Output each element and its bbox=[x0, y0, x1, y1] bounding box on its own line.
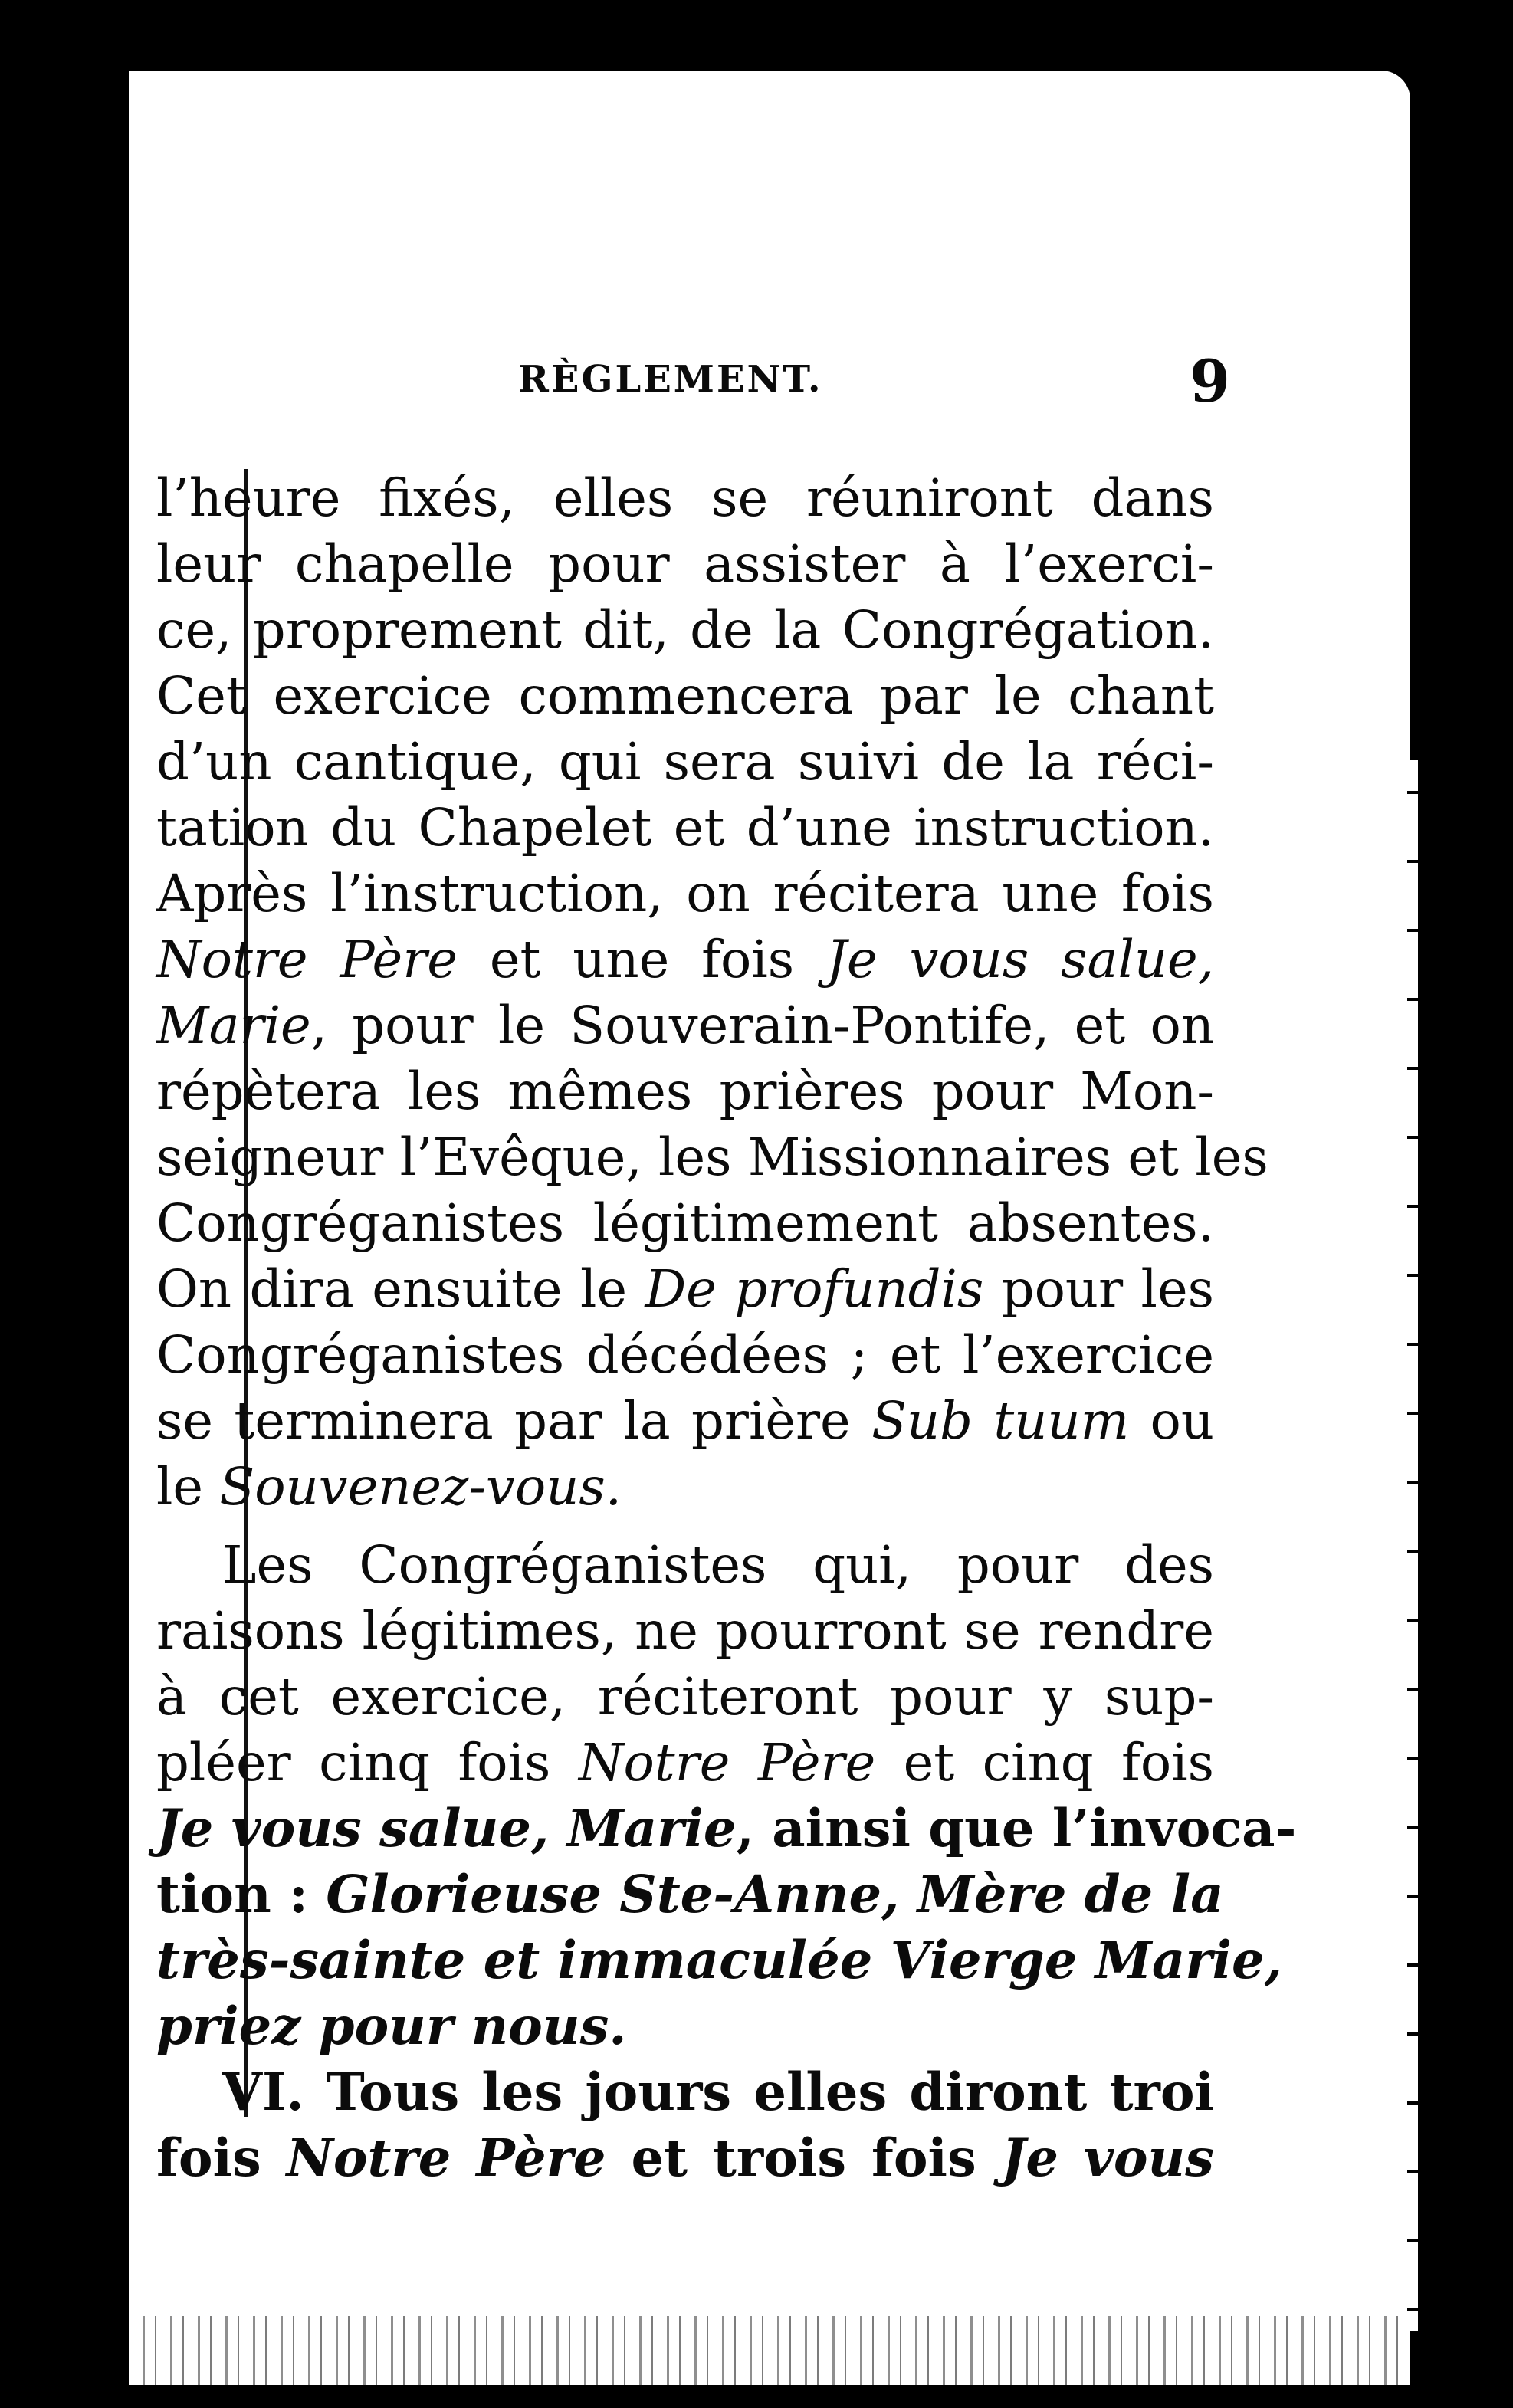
text-line: Marie, pour le Souverain-Pontife, et on bbox=[156, 996, 1214, 1055]
text-line: leur chapelle pour assister à l’exerci- bbox=[156, 534, 1214, 594]
text-line: On dira ensuite le De profundis pour les bbox=[156, 1259, 1214, 1319]
text-line: VI. Tous les jours elles diront troi bbox=[222, 2062, 1214, 2122]
text-line: Après l’instruction, on récitera une fois bbox=[156, 864, 1214, 924]
text-line: tion : Glorieuse Ste-Anne, Mère de la bbox=[156, 1864, 1224, 1924]
page-number: 9 bbox=[1190, 347, 1230, 415]
text-line: Congréganistes décédées ; et l’exercice bbox=[156, 1325, 1214, 1385]
running-head-title: RÈGLEMENT. bbox=[518, 358, 823, 401]
text-line: Cet exercice commencera par le chant bbox=[156, 666, 1214, 726]
text-line: pléer cinq fois Notre Père et cinq fois bbox=[156, 1733, 1215, 1793]
text-line: d’un cantique, qui sera suivi de la réci- bbox=[156, 732, 1214, 792]
running-head bbox=[129, 347, 1410, 415]
text-line: raisons légitimes, ne pourront se rendre bbox=[156, 1601, 1214, 1661]
text-line: très-sainte et immaculée Vierge Marie, bbox=[156, 1930, 1282, 1990]
text-line: l’heure fixés, elles se réuniront dans bbox=[156, 468, 1214, 528]
text-line: seigneur l’Evêque, les Missionnaires et les bbox=[156, 1127, 1268, 1187]
text-line: Les Congréganistes qui, pour des bbox=[222, 1535, 1214, 1595]
text-line: le Souvenez-vous. bbox=[156, 1457, 622, 1517]
text-line: Notre Père et une fois Je vous salue, bbox=[156, 930, 1214, 989]
text-line: à cet exercice, réciteront pour y sup- bbox=[156, 1667, 1214, 1727]
book-page bbox=[129, 71, 1410, 2385]
body-text bbox=[156, 465, 1297, 2191]
text-line: priez pour nous. bbox=[156, 1996, 627, 2056]
text-line: ce, proprement dit, de la Congrégation. bbox=[156, 600, 1214, 660]
text-line: se terminera par la prière Sub tuum ou bbox=[156, 1391, 1214, 1451]
text-line: Je vous salue, Marie, ainsi que l’invoca- bbox=[156, 1798, 1297, 1858]
text-line: fois Notre Père et trois fois Je vous bbox=[156, 2128, 1214, 2188]
text-line: tation du Chapelet et d’une instruction. bbox=[156, 798, 1214, 858]
text-line: répètera les mêmes prières pour Mon- bbox=[156, 1061, 1214, 1121]
text-line: Congréganistes légitimement absentes. bbox=[156, 1193, 1214, 1253]
paragraph-gap bbox=[156, 1520, 1214, 1532]
